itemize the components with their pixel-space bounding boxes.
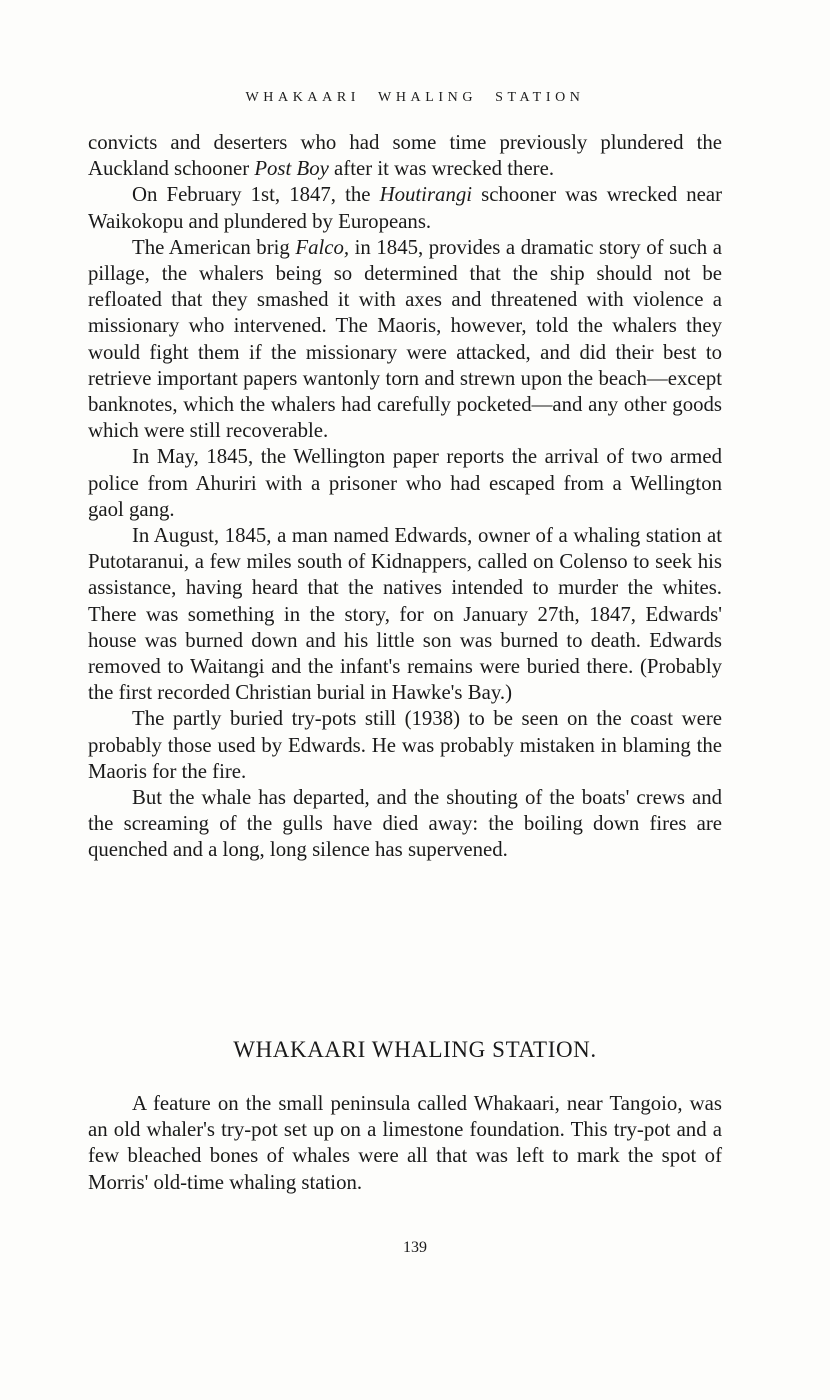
- paragraph-3-text: The American brig: [132, 235, 296, 259]
- paragraph-5: In August, 1845, a man named Edwards, owner of a whaling station at Putotaranui, a few miles south of Kidnappers, called on Colenso to seek his assistance, having heard that the natives intended to murder the whites. There was something in the story, for on January 27th, 1847, Edwards' house was burned down and his little son was burned to death. Edwards removed to Waitangi and the infant's remains were buried there. (Probably the first recorded Christian burial in Hawke's Bay.): [88, 524, 722, 705]
- running-head-word-1: WHAKAARI: [245, 90, 361, 105]
- running-head: [0, 90, 830, 106]
- paragraph-2-text: On February 1st, 1847, the: [132, 183, 380, 207]
- section-paragraph-1: A feature on the small peninsula called Whakaari, near Tangoio, was an old whaler's try-pot set up on a limestone foundation. This try-pot and a few bleached bones of whales were all that was left to mark the spot of Morris' old-time whaling station.: [88, 1092, 722, 1194]
- paragraph-3-end: in 1845, provides a dramatic story of such a pillage, the whalers being so determined that the ship should not be refloated that they smashed it with axes and threatened with violence a missionary who intervened. The Maoris, however, told the whalers they would fight them if the missionary were attacked, and did their best to retrieve important papers wantonly torn and strewn upon the beach—except banknotes, which the whalers had carefully pocketed—and any other goods which were still recoverable.: [88, 235, 722, 443]
- running-head-word-2: WHALING: [378, 90, 478, 105]
- page-number: 139: [403, 1239, 427, 1256]
- paragraph-2: [88, 182, 722, 234]
- ship-name-houtirangi: Houtirangi: [379, 183, 473, 207]
- section-heading: WHAKAARI WHALING STATION.: [233, 1037, 597, 1062]
- ship-name-post-boy: Post Boy: [254, 157, 329, 181]
- ship-name-falco: Falco,: [295, 235, 350, 259]
- paragraph-2-end: schooner was wrecked near Waikokopu and plundered by Europeans.: [88, 183, 722, 233]
- paragraph-1-text: convicts and deserters who had some time previously plundered the Auckland schooner: [88, 131, 722, 181]
- section-text: [88, 1091, 722, 1196]
- paragraph-6: The partly buried try-pots still (1938) to be seen on the coast were probably those used by Edwards. He was probably mistaken in blaming the Maoris for the fire.: [88, 707, 722, 783]
- paragraph-3: [88, 235, 722, 445]
- paragraph-4: In May, 1845, the Wellington paper reports the arrival of two armed police from Ahuriri with a prisoner who had escaped from a Wellington gaol gang.: [88, 445, 722, 521]
- running-head-word-3: STATION: [495, 90, 585, 105]
- paragraph-7: But the whale has departed, and the shouting of the boats' crews and the screaming of the gulls have died away: the boiling down fires are quenched and a long, long silence has supervened.: [88, 786, 722, 862]
- paragraph-1: [88, 130, 722, 182]
- paragraph-1-end: after it was wrecked there.: [328, 157, 555, 181]
- body-text: [88, 130, 722, 864]
